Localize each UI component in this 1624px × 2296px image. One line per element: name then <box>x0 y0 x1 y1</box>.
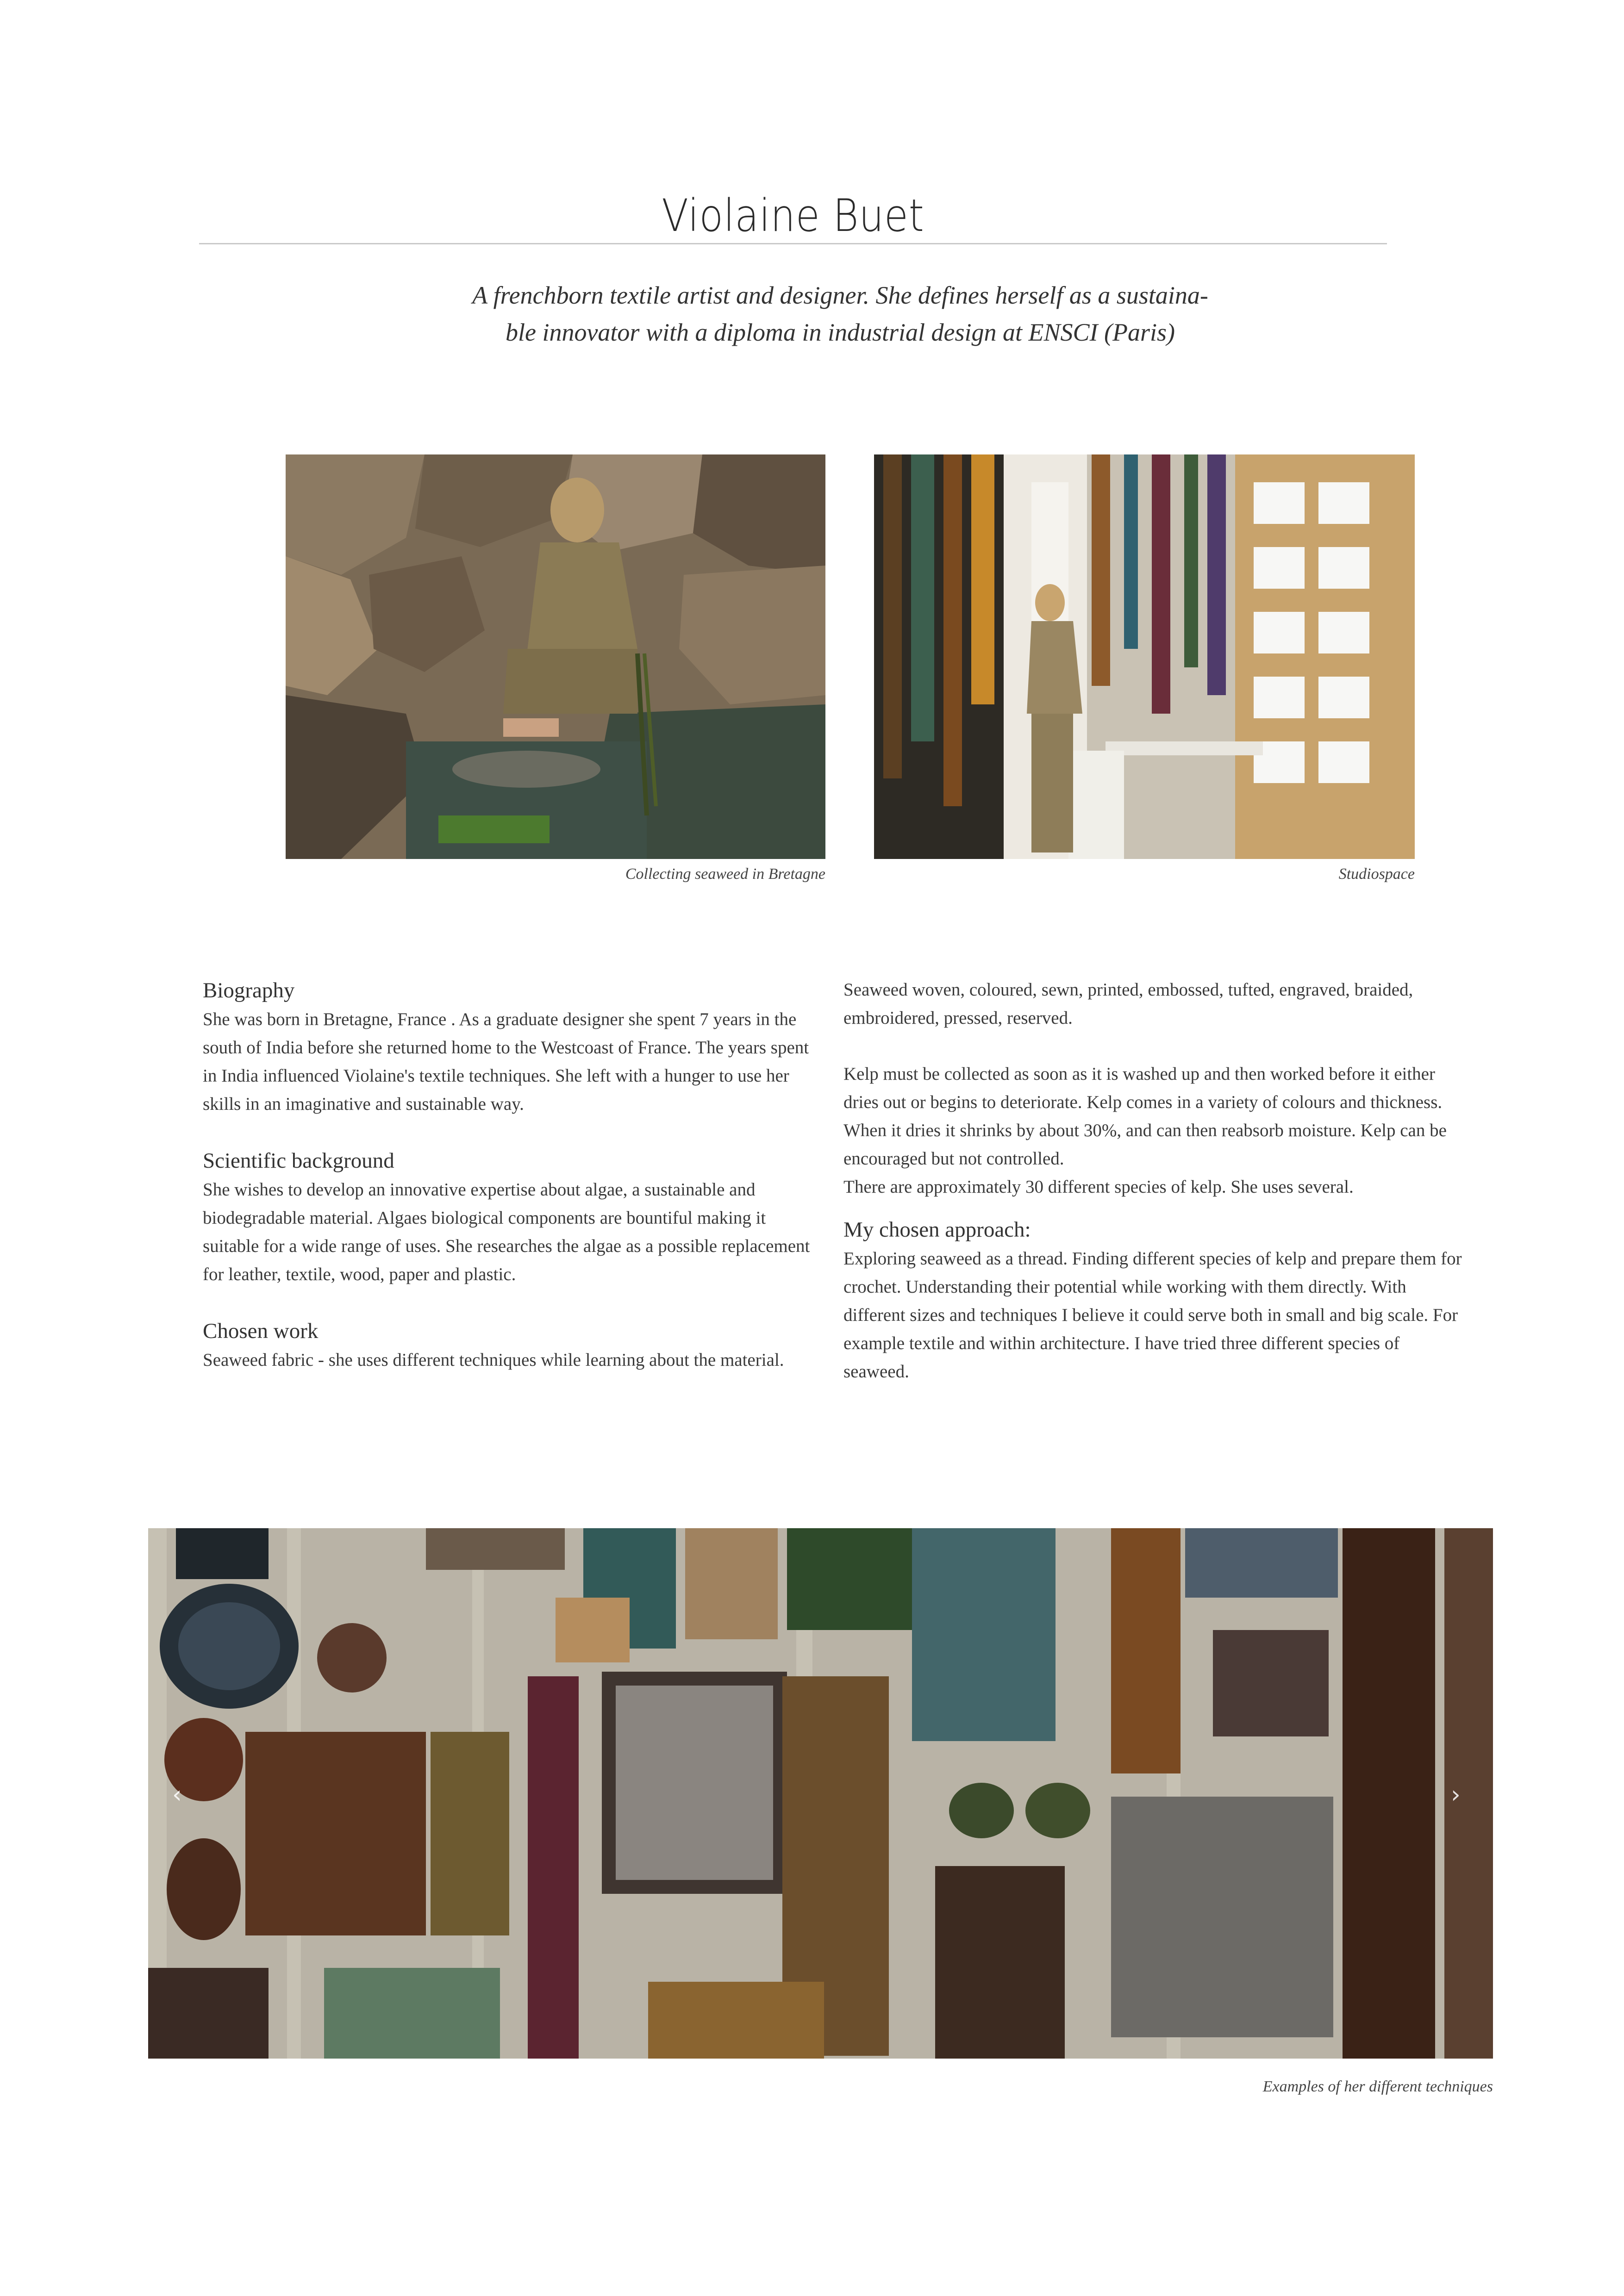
title-divider <box>199 243 1387 244</box>
chevron-right-icon[interactable]: › <box>1451 1781 1461 1809</box>
left-column <box>203 976 814 1374</box>
chosen-work-text: Seaweed fabric - she uses different techniques while learning about the material. <box>203 1350 784 1370</box>
techniques-text: Seaweed woven, coloured, sewn, printed, embossed, tufted, engraved, braided, embroidered, pressed, reserved. <box>843 980 1413 1028</box>
right-column <box>843 976 1464 1386</box>
chosen-work-heading: Chosen work <box>203 1319 319 1343</box>
caption-left-photo: Collecting seaweed in Bretagne <box>625 865 825 883</box>
biography-heading: Biography <box>203 978 295 1002</box>
scientific-text: She wishes to develop an innovative expertise about algae, a sustainable and biodegradable material. Algaes biological components are bountiful making it suitable for a wide range of uses. She researches the algae as a possible replacement for leather, textile, wood, paper and plastic. <box>203 1180 810 1284</box>
page-subtitle <box>463 277 1218 351</box>
biography-text: She was born in Bretagne, France . As a graduate designer she spent 7 years in the south of India before she returned home to the Westcoast of France. The years spent in India influenced Violaine's textile techniques. She left with a hunger to use her skills in an imaginative and sustainable way. <box>203 1009 809 1114</box>
approach-heading: My chosen approach: <box>843 1218 1031 1242</box>
page-title: Violaine Buet <box>662 190 924 242</box>
approach-text: Exploring seaweed as a thread. Finding different species of kelp and prepare them for crochet. Understanding their potential while working with them directly. With different sizes and techniques I believe it could serve both in small and big scale. For example textile and within architecture. I have tried three different species of seaweed. <box>843 1249 1462 1381</box>
species-text: There are approximately 30 different species of kelp. She uses several. <box>843 1177 1354 1197</box>
chevron-left-icon[interactable]: ‹ <box>172 1781 182 1809</box>
photo-techniques-collage <box>148 1528 1493 2059</box>
caption-right-photo: Studiospace <box>1338 865 1415 883</box>
scientific-heading: Scientific background <box>203 1149 394 1173</box>
photo-studiospace <box>874 454 1415 859</box>
kelp-text: Kelp must be collected as soon as it is washed up and then worked before it either dries out or begins to deteriorate. Kelp comes in a variety of colours and thickness. When it dries it shrinks by about 30%, and can then reabsorb moisture. Kelp can be encouraged but not controlled. <box>843 1064 1447 1169</box>
subtitle-line-2: ble innovator with a diploma in industrial design at ENSCI (Paris) <box>505 318 1175 346</box>
photo-collecting-seaweed <box>286 454 825 859</box>
subtitle-line-1: A frenchborn textile artist and designer. She defines herself as a sustaina- <box>472 281 1208 309</box>
caption-bottom-photo: Examples of her different techniques <box>1262 2078 1493 2095</box>
